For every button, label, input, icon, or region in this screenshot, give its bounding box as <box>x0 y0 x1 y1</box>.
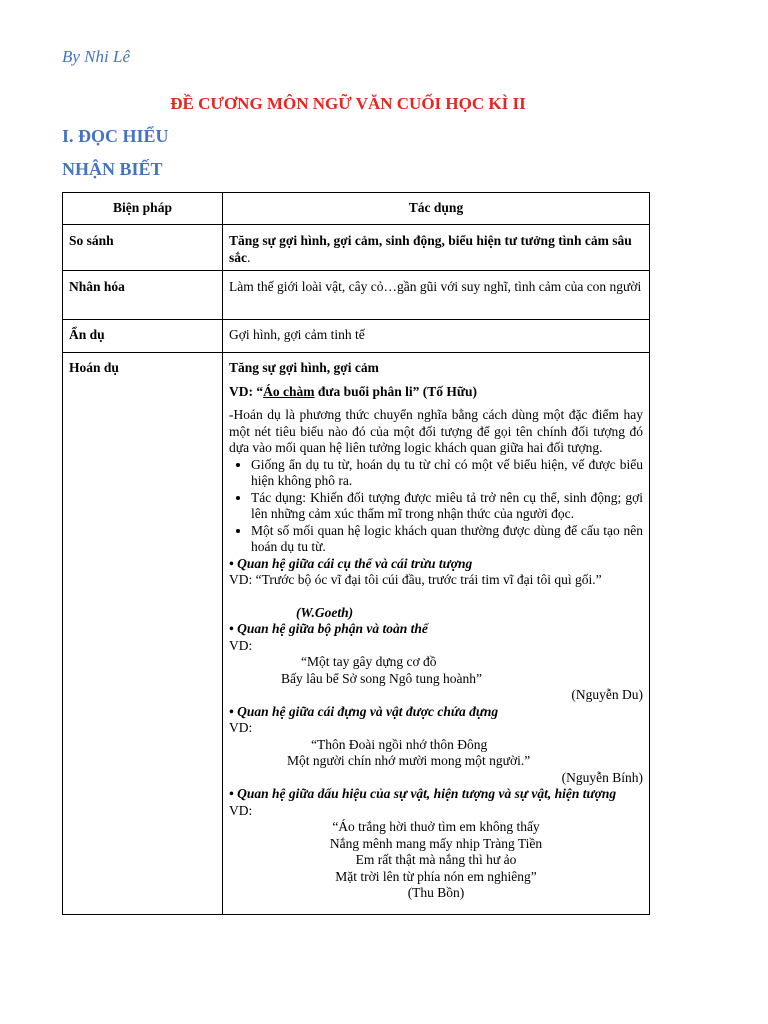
example-rest: đưa buổi phân li” (Tố Hữu) <box>314 383 478 399</box>
relation-title: • Quan hệ giữa cái đựng và vật được chứa đựng <box>229 703 499 719</box>
header-effect: Tác dụng <box>223 193 650 225</box>
vd-label: VD: <box>229 637 253 653</box>
table-header-row <box>63 193 650 225</box>
definition-text: -Hoán dụ là phương thức chuyển nghĩa bằng cách dùng một đặc điểm hay một nét tiêu biểu nào đó của một đối tượng để gọi tên chính đối tượng đó dựa vào mối quan hệ liên tưởng logic khách quan giữa hai đối tượng. <box>229 407 643 455</box>
quote-author: (Thu Bồn) <box>407 885 465 900</box>
example-prefix: VD: “ <box>229 383 264 399</box>
poem-line: “Áo trắng hời thuở tìm em không thấy <box>332 819 540 834</box>
term-cell: Nhân hóa <box>63 271 223 320</box>
term-cell: Ẩn dụ <box>63 320 223 353</box>
header-technique: Biện pháp <box>63 193 223 225</box>
table-row <box>63 320 650 353</box>
relation-title: • Quan hệ giữa cái cụ thể và cái trừu tượng <box>229 555 473 571</box>
author-line: By Nhi Lê <box>62 47 130 66</box>
example-text: VD: “Trước bộ óc vĩ đại tôi cúi đầu, trước trái tim vĩ đại tôi quì gối.” <box>229 572 602 587</box>
poem-line: Một người chín nhớ mười mong một người.” <box>287 753 531 768</box>
document-title: ĐỀ CƯƠNG MÔN NGỮ VĂN CUỐI HỌC KÌ II <box>170 94 526 113</box>
example-underlined: Áo chàm <box>263 383 315 399</box>
bullet-list <box>229 457 643 556</box>
effect-cell: Làm thế giới loài vật, cây cỏ…gần gũi với suy nghĩ, tình cảm của con người <box>223 271 650 320</box>
table-row <box>63 271 650 320</box>
relation-title: • Quan hệ giữa bộ phận và toàn thể <box>229 621 428 636</box>
poem-line: Mặt trời lên từ phía nón em nghiêng” <box>335 868 537 884</box>
effect-text: Tăng sự gợi hình, gợi cảm <box>229 360 379 375</box>
effect-cell <box>223 353 650 915</box>
relation-title: • Quan hệ giữa dấu hiệu của sự vật, hiện tượng và sự vật, hiện tượng <box>229 786 617 801</box>
subsection-heading: NHẬN BIẾT <box>62 159 163 179</box>
poem-line: Bấy lâu bể Sở song Ngô tung hoành” <box>281 670 482 686</box>
poem-line: Nắng mênh mang mấy nhịp Tràng Tiền <box>329 835 543 851</box>
effect-cell <box>223 225 650 271</box>
term-cell: Hoán dụ <box>63 353 223 915</box>
vd-label: VD: <box>229 802 253 818</box>
effect-cell: Gợi hình, gợi cảm tinh tế <box>223 320 650 353</box>
section-heading: I. ĐỌC HIỂU <box>62 126 169 146</box>
poem-line: Em rất thật mà nắng thì hư ảo <box>355 852 517 867</box>
poem-line: “Thôn Đoài ngồi nhớ thôn Đông <box>311 736 488 752</box>
table-row <box>63 225 650 271</box>
list-item: • Tác dụng: Khiến đối tượng được miêu tả trở nên cụ thể, sinh động; gợi lên những cảm xúc thẩm mĩ trong nhận thức của người đọc. <box>251 490 643 523</box>
term-cell: So sánh <box>63 225 223 271</box>
effect-tail: . <box>247 249 251 265</box>
poem-line: “Một tay gây dựng cơ đồ <box>301 654 437 669</box>
quote-author: (Nguyễn Bính) <box>561 769 643 785</box>
quote-author: (W.Goeth) <box>296 604 354 620</box>
list-item: • Giống ẩn dụ tu từ, hoán dụ tu từ chỉ có một vế biểu hiện, vế được biểu hiện không phô ra. <box>251 457 643 490</box>
example-line <box>229 384 643 401</box>
list-item: • Một số mối quan hệ logic khách quan thường được dùng để cấu tạo nên hoán dụ tu từ. <box>251 523 643 556</box>
rhetoric-table <box>62 192 650 915</box>
effect-text: Tăng sự gợi hình, gợi cảm, sinh động, biểu hiện tư tưởng tình cảm sâu sắc <box>229 233 632 265</box>
vd-label: VD: <box>229 720 253 735</box>
quote-author: (Nguyễn Du) <box>571 687 643 702</box>
table-row <box>63 353 650 915</box>
